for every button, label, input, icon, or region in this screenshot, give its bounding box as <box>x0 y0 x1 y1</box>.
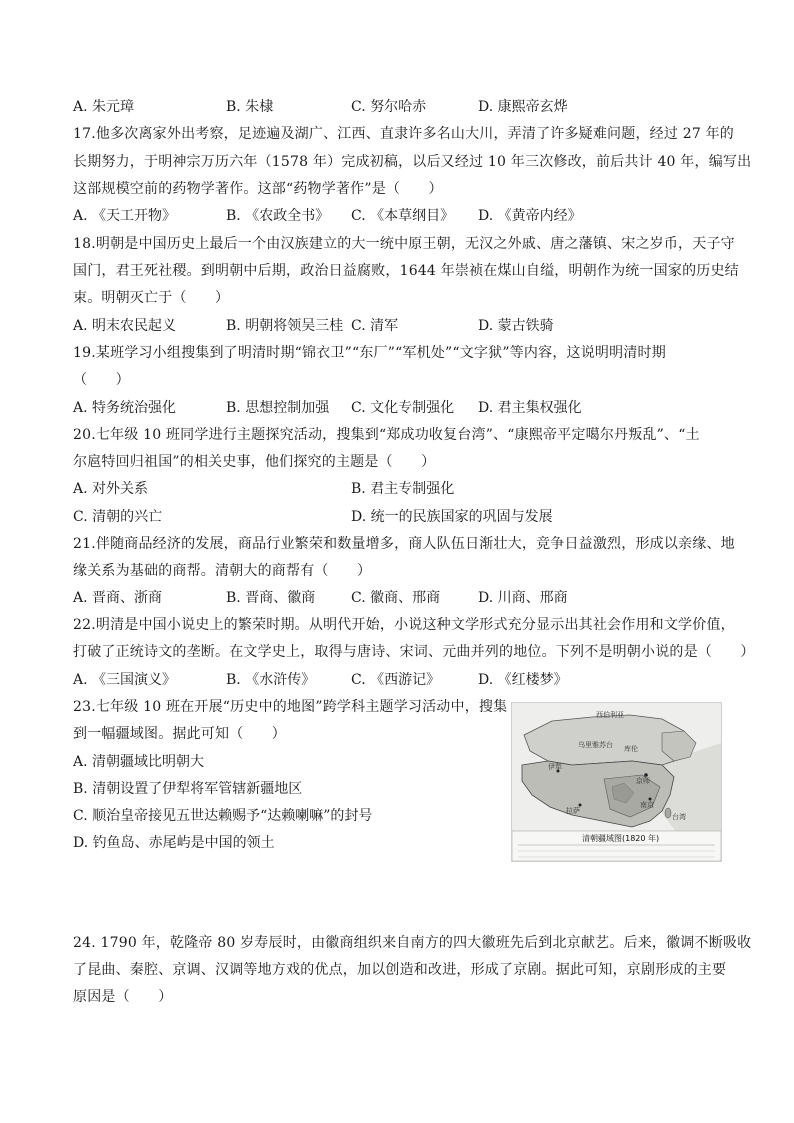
q20-stem-line1: 20.七年级 10 班同学进行主题探究活动，搜集到“郑成功收复台湾”、“康熙帝平定噶尔丹叛乱”、“土 <box>73 427 700 443</box>
q23-option-a: A. 清朝疆域比明朝大 <box>73 754 205 770</box>
q17-option-c: C. 《本草纲目》 <box>351 208 455 224</box>
q20-option-b: B. 君主专制强化 <box>351 481 455 497</box>
q24-stem-line1: 24. 1790 年，乾隆帝 80 岁寿辰时，由徽商组织来自南方的四大徽班先后到北京献艺。后来，徽调不断吸收 <box>73 935 752 951</box>
q18-option-a: A. 明末农民起义 <box>73 318 177 334</box>
map-label-kulun: 库伦 <box>624 745 638 753</box>
q17-option-d: D. 《黄帝内经》 <box>478 208 582 224</box>
q18-stem-line3: 束。明朝灭亡于（ ） <box>73 290 230 306</box>
q24-stem-line2: 了昆曲、秦腔、京调、汉调等地方戏的优点，加以创造和改进，形成了京剧。据此可知，京剧形成的主要 <box>73 962 727 978</box>
q16-option-c: C. 努尔哈赤 <box>351 99 427 115</box>
q22-option-b: B. 《水浒传》 <box>226 672 316 688</box>
q17-stem-line3: 这部规模空前的药物学著作。这部“药物学著作”是（ ） <box>73 181 443 197</box>
q19-stem-line1: 19.某班学习小组搜集到了明清时期“锦衣卫”“东厂”“军机处”“文字狱”等内容，这说明明清时期 <box>73 345 666 361</box>
map-label-ili: 伊犁 <box>548 763 562 771</box>
q16-option-b: B. 朱棣 <box>226 99 274 115</box>
q23-option-d: D. 钓鱼岛、赤尾屿是中国的领土 <box>73 835 275 851</box>
q19-option-a: A. 特务统治强化 <box>73 400 177 416</box>
q23-option-c: C. 顺治皇帝接见五世达赖赐予“达赖喇嘛”的封号 <box>73 808 373 824</box>
q23-stem-line2: 到一幅疆域图。据此可知（ ） <box>73 726 286 742</box>
map-label-jingshi: 京师 <box>636 777 650 785</box>
map-label-uliastai: 乌里雅苏台 <box>578 741 613 749</box>
q24-stem-line3: 原因是（ ） <box>73 989 173 1005</box>
q18-option-d: D. 蒙古铁骑 <box>478 318 554 334</box>
qing-territory-map <box>511 702 722 862</box>
q20-option-c: C. 清朝的兴亡 <box>73 509 163 525</box>
q18-option-c: C. 清军 <box>351 318 399 334</box>
q21-option-a: A. 晋商、浙商 <box>73 590 163 606</box>
q19-stem-line2: （ ） <box>73 372 130 388</box>
q22-option-a: A. 《三国演义》 <box>73 672 177 688</box>
q19-option-d: D. 君主集权强化 <box>478 400 582 416</box>
q23-stem-line1: 23.七年级 10 班在开展“历史中的地图”跨学科主题学习活动中，搜集 <box>73 699 508 715</box>
q21-stem-line2: 缘关系为基础的商帮。清朝大的商帮有（ ） <box>73 563 372 579</box>
map-title: 清朝疆域图(1820 年) <box>582 834 660 843</box>
q20-option-d: D. 统一的民族国家的巩固与发展 <box>351 509 553 525</box>
q20-stem-line2: 尔扈特回归祖国”的相关史事，他们探究的主题是（ ） <box>73 454 436 470</box>
q22-option-d: D. 《红楼梦》 <box>478 672 568 688</box>
map-label-nanjing: 南京 <box>640 801 654 809</box>
q20-option-a: A. 对外关系 <box>73 481 149 497</box>
q19-option-c: C. 文化专制强化 <box>351 400 455 416</box>
q21-option-c: C. 徽商、邢商 <box>351 590 441 606</box>
q16-option-d: D. 康熙帝玄烨 <box>478 99 568 115</box>
q21-stem-line1: 21.伴随商品经济的发展，商品行业繁荣和数量增多，商人队伍日渐壮大，竞争日益激烈，形成以亲缘、地 <box>73 536 735 552</box>
q18-stem-line2: 国门，君王死社稷。到明朝中后期，政治日益腐败，1644 年崇祯在煤山自缢，明朝作为统一国家的历史结 <box>73 263 739 279</box>
q23-option-b: B. 清朝设置了伊犁将军管辖新疆地区 <box>73 781 303 797</box>
q17-stem-line2: 长期努力，于明神宗万历六年（1578 年）完成初稿，以后又经过 10 年三次修改，前后共计 40 年，编写出 <box>73 154 752 170</box>
q21-option-b: B. 晋商、徽商 <box>226 590 316 606</box>
q17-option-b: B. 《农政全书》 <box>226 208 330 224</box>
q22-stem-line1: 22.明清是中国小说史上的繁荣时期。从明代开始，小说这种文学形式充分显示出其社会作用和文学价值， <box>73 617 735 633</box>
q16-option-a: A. 朱元璋 <box>73 99 135 115</box>
q18-stem-line1: 18.明朝是中国历史上最后一个由汉族建立的大一统中原王朝，无汉之外戚、唐之藩镇、宋之岁币，天子守 <box>73 236 735 252</box>
q19-option-b: B. 思想控制加强 <box>226 400 330 416</box>
q17-stem-line1: 17.他多次离家外出考察，足迹遍及湖广、江西、直隶许多名山大川，弄清了许多疑难问题，经过 27 年的 <box>73 126 734 142</box>
map-label-siberia: 西伯利亚 <box>596 711 624 719</box>
map-label-lhasa: 拉萨 <box>566 807 580 815</box>
q22-stem-line2: 打破了正统诗文的垄断。在文学史上，取得与唐诗、宋词、元曲并列的地位。下列不是明朝小说的是（ ） <box>73 644 755 660</box>
q22-option-c: C. 《西游记》 <box>351 672 441 688</box>
map-label-taiwan: 台湾 <box>672 813 686 821</box>
q18-option-b: B. 明朝将领吴三桂 <box>226 318 344 334</box>
q21-option-d: D. 川商、邢商 <box>478 590 568 606</box>
q17-option-a: A. 《天工开物》 <box>73 208 177 224</box>
